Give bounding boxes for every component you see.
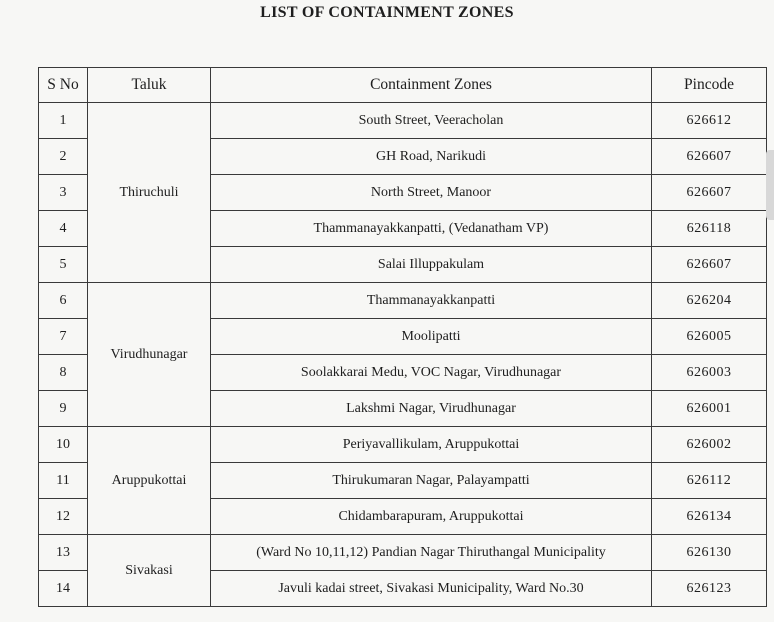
cell-pincode: 626002	[652, 427, 767, 463]
cell-pincode: 626130	[652, 535, 767, 571]
cell-sno: 14	[39, 571, 88, 607]
cell-containment-zone: (Ward No 10,11,12) Pandian Nagar Thiruthangal Municipality	[211, 535, 652, 571]
cell-containment-zone: Javuli kadai street, Sivakasi Municipality, Ward No.30	[211, 571, 652, 607]
page-title: LIST OF CONTAINMENT ZONES	[260, 4, 514, 21]
cell-pincode: 626607	[652, 175, 767, 211]
cell-sno: 13	[39, 535, 88, 571]
cell-sno: 12	[39, 499, 88, 535]
cell-sno: 5	[39, 247, 88, 283]
cell-sno: 11	[39, 463, 88, 499]
table-row	[39, 103, 767, 139]
cell-sno: 10	[39, 427, 88, 463]
cell-sno: 2	[39, 139, 88, 175]
header-containment-zones: Containment Zones	[211, 68, 652, 103]
cell-containment-zone: Soolakkarai Medu, VOC Nagar, Virudhunagar	[211, 355, 652, 391]
cell-sno: 4	[39, 211, 88, 247]
cell-taluk: Thiruchuli	[88, 103, 211, 283]
cell-sno: 7	[39, 319, 88, 355]
header-pincode: Pincode	[652, 68, 767, 103]
cell-containment-zone: Moolipatti	[211, 319, 652, 355]
cell-pincode: 626204	[652, 283, 767, 319]
cell-containment-zone: Periyavallikulam, Aruppukottai	[211, 427, 652, 463]
table-row	[39, 427, 767, 463]
cell-containment-zone: Salai Illuppakulam	[211, 247, 652, 283]
cell-sno: 8	[39, 355, 88, 391]
cell-pincode: 626607	[652, 139, 767, 175]
cell-pincode: 626118	[652, 211, 767, 247]
cell-pincode: 626612	[652, 103, 767, 139]
cell-containment-zone: GH Road, Narikudi	[211, 139, 652, 175]
cell-pincode: 626607	[652, 247, 767, 283]
cell-pincode: 626123	[652, 571, 767, 607]
cell-taluk: Sivakasi	[88, 535, 211, 607]
cell-taluk: Aruppukottai	[88, 427, 211, 535]
cell-sno: 6	[39, 283, 88, 319]
table-header-row	[39, 68, 767, 103]
cell-containment-zone: Chidambarapuram, Aruppukottai	[211, 499, 652, 535]
header-sno: S No	[39, 68, 88, 103]
cell-pincode: 626003	[652, 355, 767, 391]
cell-taluk: Virudhunagar	[88, 283, 211, 427]
table-body	[39, 103, 767, 607]
table-row	[39, 535, 767, 571]
cell-containment-zone: Thammanayakkanpatti	[211, 283, 652, 319]
cell-pincode: 626005	[652, 319, 767, 355]
cell-containment-zone: North Street, Manoor	[211, 175, 652, 211]
header-taluk: Taluk	[88, 68, 211, 103]
cell-pincode: 626001	[652, 391, 767, 427]
cell-sno: 1	[39, 103, 88, 139]
cell-containment-zone: Lakshmi Nagar, Virudhunagar	[211, 391, 652, 427]
table-row	[39, 283, 767, 319]
cell-sno: 3	[39, 175, 88, 211]
cell-containment-zone: Thirukumaran Nagar, Palayampatti	[211, 463, 652, 499]
cell-containment-zone: South Street, Veeracholan	[211, 103, 652, 139]
cell-pincode: 626112	[652, 463, 767, 499]
containment-zones-table	[38, 67, 767, 607]
cell-containment-zone: Thammanayakkanpatti, (Vedanatham VP)	[211, 211, 652, 247]
cell-sno: 9	[39, 391, 88, 427]
cell-pincode: 626134	[652, 499, 767, 535]
page-edge-shadow	[766, 150, 774, 220]
